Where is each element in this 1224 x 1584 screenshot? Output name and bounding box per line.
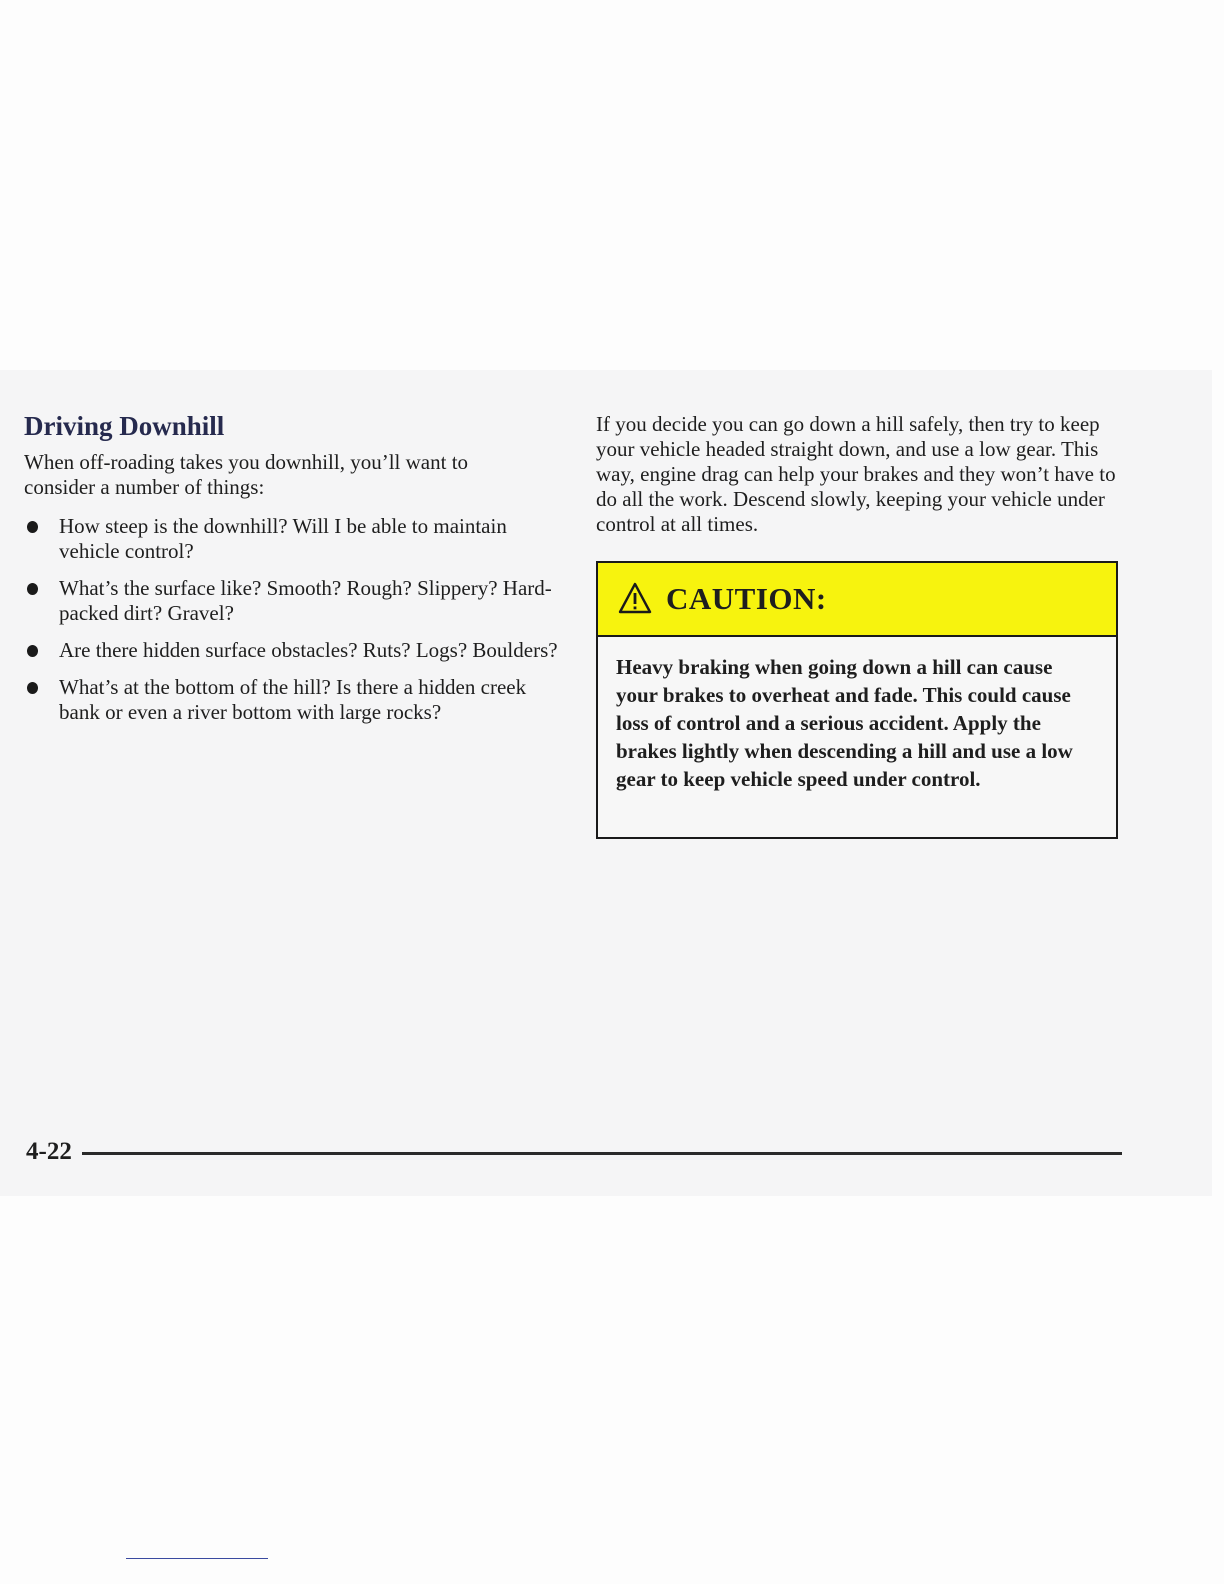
- warning-triangle-icon: [618, 582, 652, 614]
- list-item-text: How steep is the downhill? Will I be able to maintain vehicle control?: [59, 514, 507, 563]
- caution-header: [598, 563, 1116, 637]
- descent-paragraph: If you decide you can go down a hill safely, then try to keep your vehicle headed straight down, and use a low gear. This way, engine drag can help your brakes and they won’t have to do all the work. Descend slowly, keeping your vehicle under control at all times.: [596, 412, 1116, 536]
- bullet-icon: [27, 521, 38, 533]
- list-item-text: Are there hidden surface obstacles? Ruts? Logs? Boulders?: [59, 638, 558, 662]
- intro-paragraph: When off-roading takes you downhill, you’ll want to consider a number of things:: [24, 450, 469, 499]
- section-title: Driving Downhill: [24, 411, 225, 441]
- caution-label: CAUTION:: [666, 581, 827, 616]
- list-item: [24, 514, 564, 564]
- bullet-icon: [27, 583, 38, 595]
- bullet-icon: [27, 645, 38, 657]
- footer-rule: [82, 1152, 1122, 1155]
- list-item: [24, 638, 564, 663]
- right-column: [596, 412, 1116, 537]
- list-item-text: What’s at the bottom of the hill? Is there a hidden creek bank or even a river bottom with large rocks?: [59, 675, 527, 724]
- question-list: [24, 514, 564, 725]
- list-item: [24, 675, 564, 725]
- bullet-icon: [27, 682, 38, 694]
- list-item-text: What’s the surface like? Smooth? Rough? Slippery? Hard-packed dirt? Gravel?: [59, 576, 552, 625]
- list-item: [24, 576, 564, 626]
- page-footer: [26, 1136, 1122, 1168]
- page-number: 4-22: [26, 1138, 72, 1165]
- left-column: [24, 408, 564, 737]
- caution-text: Heavy braking when going down a hill can cause your brakes to overheat and fade. This could cause loss of control and a serious accident. Apply the brakes lightly when descending a hill and use a low gear to keep vehicle speed under control.: [616, 655, 1073, 791]
- bottom-divider: [126, 1558, 268, 1559]
- caution-box: [596, 561, 1118, 839]
